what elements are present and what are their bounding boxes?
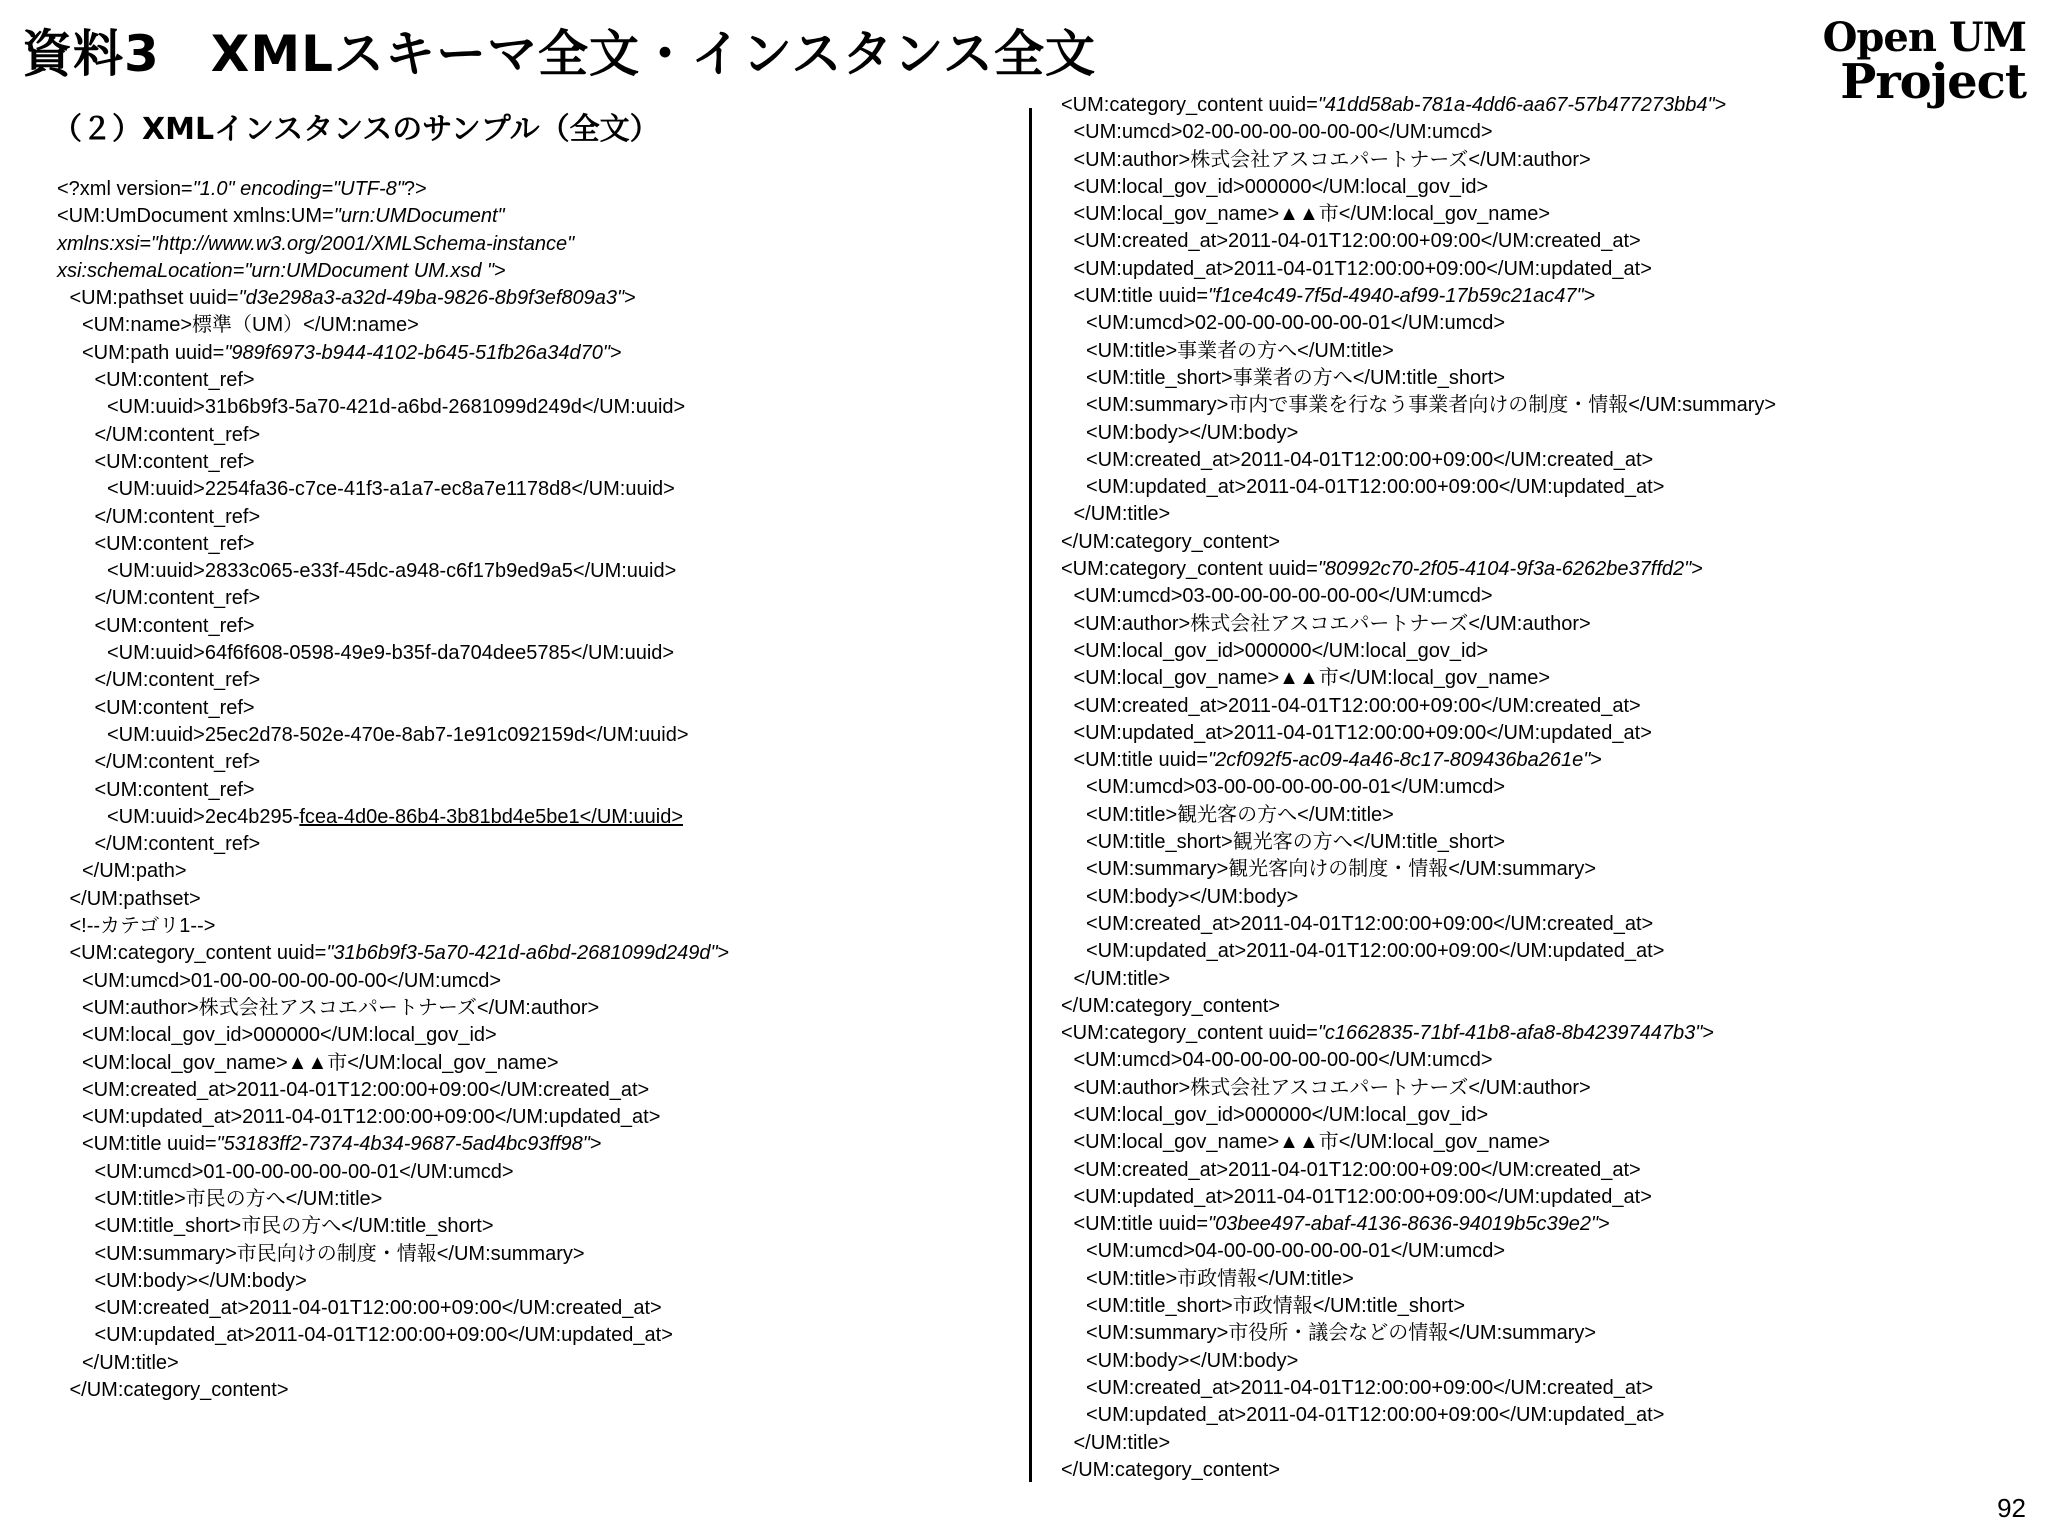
code-line: <UM:author>株式会社アスコエパートナーズ</UM:author> [1073, 1076, 1591, 1099]
code-line: <UM:umcd>02-00-00-00-00-00-01</UM:umcd> [1086, 312, 1506, 335]
code-line: <UM:author>株式会社アスコエパートナーズ</UM:author> [1073, 148, 1591, 171]
code-line: xsi:schemaLocation="urn:UMDocument UM.xsd "> [57, 259, 506, 282]
code-line: </UM:category_content> [1061, 1458, 1281, 1481]
code-line: <UM:title uuid="53183ff2-7374-4b34-9687-5ad4bc93ff98"> [82, 1133, 602, 1156]
code-line: </UM:pathset> [69, 887, 201, 910]
code-line: <UM:updated_at>2011-04-01T12:00:00+09:00</UM:updated_at> [1073, 721, 1652, 744]
code-line: </UM:category_content> [1061, 994, 1281, 1017]
code-line: <UM:uuid>25ec2d78-502e-470e-8ab7-1e91c092159d</UM:uuid> [107, 723, 689, 746]
code-line: <UM:umcd>01-00-00-00-00-00-01</UM:umcd> [94, 1160, 514, 1183]
code-line: </UM:content_ref> [94, 669, 261, 692]
code-line: </UM:content_ref> [94, 505, 261, 528]
code-line: </UM:content_ref> [94, 751, 261, 774]
code-line: <UM:created_at>2011-04-01T12:00:00+09:00</UM:created_at> [1086, 912, 1654, 935]
code-line: <UM:umcd>04-00-00-00-00-00-00</UM:umcd> [1073, 1049, 1493, 1072]
logo-line-2: Project [1840, 54, 2026, 110]
code-line: <UM:category_content uuid="41dd58ab-781a-4dd6-aa67-57b477273bb4"> [1061, 94, 1727, 116]
open-um-project-logo [1822, 14, 2026, 110]
logo-line-1: Open UM [1822, 14, 2026, 61]
code-line: <UM:uuid>31b6b9f3-5a70-421d-a6bd-2681099d249d</UM:uuid> [107, 396, 686, 419]
code-line: <UM:summary>市内で事業を行なう事業者向けの制度・情報</UM:summary> [1086, 394, 1777, 417]
code-line: <UM:local_gov_id>000000</UM:local_gov_id> [1073, 175, 1489, 198]
code-line: </UM:category_content> [1061, 530, 1281, 553]
code-line: </UM:title> [82, 1351, 179, 1374]
code-line: <UM:body></UM:body> [94, 1269, 307, 1292]
code-line: <UM:local_gov_name>▲▲市</UM:local_gov_name> [1073, 203, 1550, 226]
code-line: <UM:uuid>2833c065-e33f-45dc-a948-c6f17b9ed9a5</UM:uuid> [107, 560, 677, 583]
code-line: <UM:title>観光客の方へ</UM:title> [1086, 803, 1394, 826]
page-number: 92 [1997, 1493, 2026, 1523]
code-line: <UM:created_at>2011-04-01T12:00:00+09:00</UM:created_at> [1086, 448, 1654, 471]
code-line: <UM:updated_at>2011-04-01T12:00:00+09:00</UM:updated_at> [1086, 940, 1665, 963]
code-line: <UM:body></UM:body> [1086, 885, 1299, 908]
code-line: <UM:uuid>64f6f608-0598-49e9-b35f-da704dee5785</UM:uuid> [107, 642, 675, 665]
code-line: <UM:category_content uuid="c1662835-71bf-41b8-afa8-8b42397447b3"> [1061, 1022, 1715, 1045]
code-line: <UM:local_gov_id>000000</UM:local_gov_id> [1073, 639, 1489, 662]
code-line: <UM:body></UM:body> [1086, 1349, 1299, 1372]
code-line: <UM:content_ref> [94, 778, 255, 801]
code-line: </UM:content_ref> [94, 833, 261, 856]
code-line: </UM:category_content> [69, 1379, 289, 1402]
code-line: <UM:author>株式会社アスコエパートナーズ</UM:author> [82, 996, 600, 1019]
code-line: <UM:umcd>04-00-00-00-00-00-01</UM:umcd> [1086, 1240, 1506, 1263]
code-line: <UM:path uuid="989f6973-b944-4102-b645-51fb26a34d70"> [82, 341, 622, 364]
code-line: </UM:title> [1073, 1431, 1171, 1454]
code-line: <UM:content_ref> [94, 614, 255, 637]
xml-code-right-column [1061, 92, 1776, 1484]
code-line: <UM:updated_at>2011-04-01T12:00:00+09:00</UM:updated_at> [82, 1106, 661, 1129]
page-title: 資料3 XMLスキーマ全文・インスタンス全文 [22, 25, 1096, 83]
code-line: <UM:author>株式会社アスコエパートナーズ</UM:author> [1073, 612, 1591, 635]
code-line: <!--カテゴリ1--> [69, 915, 216, 938]
code-line: <UM:body></UM:body> [1086, 421, 1299, 444]
code-line: <UM:title_short>観光客の方へ</UM:title_short> [1086, 831, 1506, 854]
code-line: <UM:summary>観光客向けの制度・情報</UM:summary> [1086, 858, 1597, 881]
code-line: <UM:created_at>2011-04-01T12:00:00+09:00</UM:created_at> [1073, 1158, 1641, 1181]
code-line: <UM:created_at>2011-04-01T12:00:00+09:00</UM:created_at> [82, 1078, 650, 1101]
code-line: </UM:title> [1073, 503, 1171, 526]
code-line: </UM:path> [82, 860, 187, 883]
xml-code-left-column [57, 176, 729, 1404]
code-line: <UM:updated_at>2011-04-01T12:00:00+09:00</UM:updated_at> [1086, 476, 1665, 499]
code-line: <UM:title>事業者の方へ</UM:title> [1086, 339, 1394, 362]
code-line: <UM:umcd>03-00-00-00-00-00-01</UM:umcd> [1086, 776, 1506, 799]
code-line: <UM:title uuid="f1ce4c49-7f5d-4940-af99-17b59c21ac47"> [1073, 285, 1596, 308]
code-line: </UM:content_ref> [94, 587, 261, 610]
code-line: <UM:uuid>2254fa36-c7ce-41f3-a1a7-ec8a7e1178d8</UM:uuid> [107, 478, 675, 501]
code-line: <UM:created_at>2011-04-01T12:00:00+09:00</UM:created_at> [1073, 694, 1641, 717]
code-line: <UM:created_at>2011-04-01T12:00:00+09:00</UM:created_at> [94, 1297, 662, 1320]
code-line: <UM:pathset uuid="d3e298a3-a32d-49ba-9826-8b9f3ef809a3"> [69, 287, 636, 310]
code-line: <UM:title_short>市政情報</UM:title_short> [1086, 1295, 1466, 1318]
column-divider [1029, 108, 1032, 1482]
code-line: <UM:title uuid="03bee497-abaf-4136-8636-94019b5c39e2"> [1073, 1213, 1610, 1236]
code-line: <UM:local_gov_name>▲▲市</UM:local_gov_name> [82, 1051, 559, 1074]
code-line: <UM:title uuid="2cf092f5-ac09-4a46-8c17-809436ba261e"> [1073, 749, 1602, 772]
code-line: <UM:content_ref> [94, 450, 255, 473]
code-line: <UM:created_at>2011-04-01T12:00:00+09:00</UM:created_at> [1086, 1376, 1654, 1399]
code-line: <?xml version="1.0" encoding="UTF-8"?> [57, 178, 427, 200]
code-line: <UM:umcd>02-00-00-00-00-00-00</UM:umcd> [1073, 121, 1493, 144]
code-line: <UM:title_short>市民の方へ</UM:title_short> [94, 1215, 494, 1238]
code-line: <UM:umcd>03-00-00-00-00-00-00</UM:umcd> [1073, 585, 1493, 608]
code-line: <UM:local_gov_name>▲▲市</UM:local_gov_name> [1073, 667, 1550, 690]
code-line: <UM:updated_at>2011-04-01T12:00:00+09:00</UM:updated_at> [94, 1324, 673, 1347]
code-line: <UM:content_ref> [94, 532, 255, 555]
code-line: <UM:content_ref> [94, 369, 255, 392]
code-line: <UM:uuid>2ec4b295-fcea-4d0e-86b4-3b81bd4e5be1</UM:uuid> [107, 805, 683, 828]
code-line: <UM:summary>市役所・議会などの情報</UM:summary> [1086, 1322, 1597, 1345]
code-line: <UM:umcd>01-00-00-00-00-00-00</UM:umcd> [82, 969, 502, 992]
code-line: <UM:local_gov_id>000000</UM:local_gov_id> [82, 1024, 497, 1047]
code-line: <UM:title_short>事業者の方へ</UM:title_short> [1086, 366, 1506, 389]
code-line: <UM:local_gov_id>000000</UM:local_gov_id> [1073, 1103, 1489, 1126]
code-line: <UM:updated_at>2011-04-01T12:00:00+09:00</UM:updated_at> [1073, 257, 1652, 280]
code-line: <UM:title>市民の方へ</UM:title> [94, 1187, 383, 1210]
code-line: <UM:local_gov_name>▲▲市</UM:local_gov_name> [1073, 1131, 1550, 1154]
code-line: </UM:content_ref> [94, 423, 261, 446]
code-line: <UM:UmDocument xmlns:UM="urn:UMDocument" [57, 205, 505, 228]
code-line: <UM:category_content uuid="80992c70-2f05-4104-9f3a-6262be37ffd2"> [1061, 558, 1703, 581]
code-line: </UM:title> [1073, 967, 1171, 990]
code-line: <UM:category_content uuid="31b6b9f3-5a70-421d-a6bd-2681099d249d"> [69, 942, 730, 965]
code-line: <UM:content_ref> [94, 696, 255, 719]
code-line: <UM:updated_at>2011-04-01T12:00:00+09:00</UM:updated_at> [1086, 1404, 1665, 1427]
code-line: <UM:summary>市民向けの制度・情報</UM:summary> [94, 1242, 585, 1265]
code-line: <UM:created_at>2011-04-01T12:00:00+09:00</UM:created_at> [1073, 230, 1641, 253]
code-line: xmlns:xsi="http://www.w3.org/2001/XMLSchema-instance" [57, 232, 575, 255]
code-line: <UM:title>市政情報</UM:title> [1086, 1267, 1354, 1290]
section-subtitle: （２）XMLインスタンスのサンプル（全文） [52, 112, 660, 147]
code-line: <UM:name>標準（UM）</UM:name> [82, 314, 419, 337]
code-line: <UM:updated_at>2011-04-01T12:00:00+09:00</UM:updated_at> [1073, 1185, 1652, 1208]
